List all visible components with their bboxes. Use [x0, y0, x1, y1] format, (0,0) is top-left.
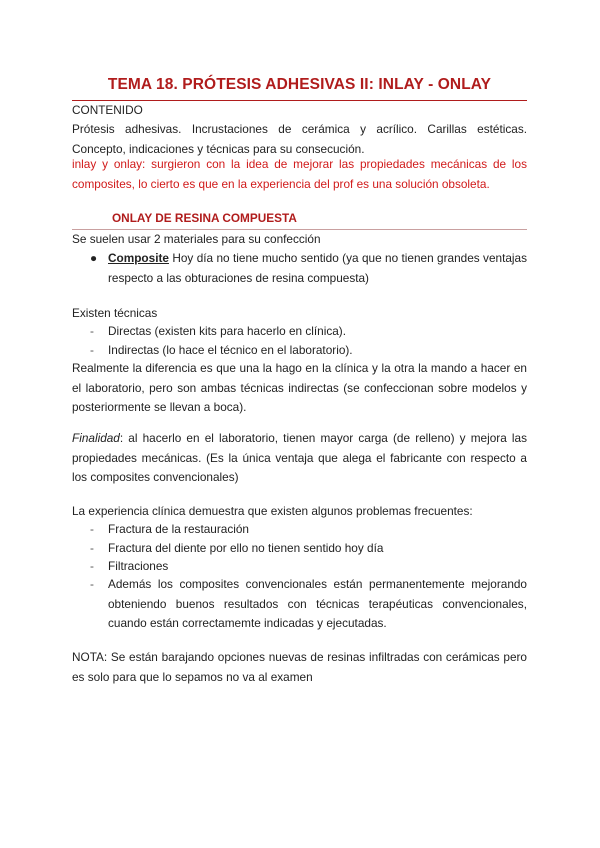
nota-text: NOTA: Se están barajando opciones nuevas de resinas infiltradas con cerámicas pero es solo para que lo sepamos no va al examen: [72, 650, 527, 684]
bullet-term: Composite: [108, 251, 169, 265]
difference-text: Realmente la diferencia es que una la hago en la clínica y la otra la mando a hacer en el laboratorio, pero son ambas técnicas indirectas (se confeccionan sobre modelos y posteriormente se llevan a boca).: [72, 361, 527, 414]
finalidad-paragraph: [72, 429, 527, 488]
section-heading: ONLAY DE RESINA COMPUESTA: [112, 211, 297, 225]
bullet-text: Hoy día no tiene mucho sentido (ya que no tienen grandes ventajas respecto a las obturaciones de resina compuesta): [108, 251, 527, 285]
finalidad-text: : al hacerlo en el laboratorio, tienen mayor carga (de relleno) y mejora las propiedades mecánicas. (Es la única ventaja que alega el fabricante con respecto a los composites convencionales): [72, 431, 527, 484]
dash-icon: -: [90, 577, 94, 591]
problem-item: Fractura de la restauración: [108, 522, 249, 536]
dash-icon: -: [90, 324, 94, 338]
technique-item: Indirectas (lo hace el técnico en el laboratorio).: [108, 343, 353, 357]
problems-intro: La experiencia clínica demuestra que existen algunos problemas frecuentes:: [72, 504, 473, 518]
contenido-text: Prótesis adhesivas. Incrustaciones de cerámica y acrílico. Carillas estéticas. Concepto, indicaciones y técnicas para su consecución.: [72, 122, 527, 156]
page-title: TEMA 18. PRÓTESIS ADHESIVAS II: INLAY - ONLAY: [107, 76, 492, 93]
bullet-item: [108, 249, 527, 288]
red-note: inlay y onlay: surgieron con la idea de mejorar las propiedades mecánicas de los composites, lo cierto es que en la experiencia del prof es una solución obsoleta.: [72, 157, 527, 191]
materials-intro: Se suelen usar 2 materiales para su confección: [72, 232, 321, 246]
dash-icon: -: [90, 343, 94, 357]
problem-item: Fractura del diente por ello no tienen sentido hoy día: [108, 541, 384, 555]
dash-icon: -: [90, 559, 94, 573]
dash-icon: -: [90, 522, 94, 536]
bullet-icon: ●: [90, 251, 98, 265]
techniques-intro: Existen técnicas: [72, 306, 158, 320]
finalidad-label: Finalidad: [72, 431, 120, 445]
contenido-label: CONTENIDO: [72, 103, 143, 117]
problem-item: Además los composites convencionales están permanentemente mejorando obteniendo buenos resultados con técnicas terapéuticas convencionales, cuando están correctamemte indicadas y ejecutadas.: [108, 577, 527, 630]
dash-icon: -: [90, 541, 94, 555]
problem-item: Filtraciones: [108, 559, 169, 573]
technique-item: Directas (existen kits para hacerlo en clínica).: [108, 324, 346, 338]
